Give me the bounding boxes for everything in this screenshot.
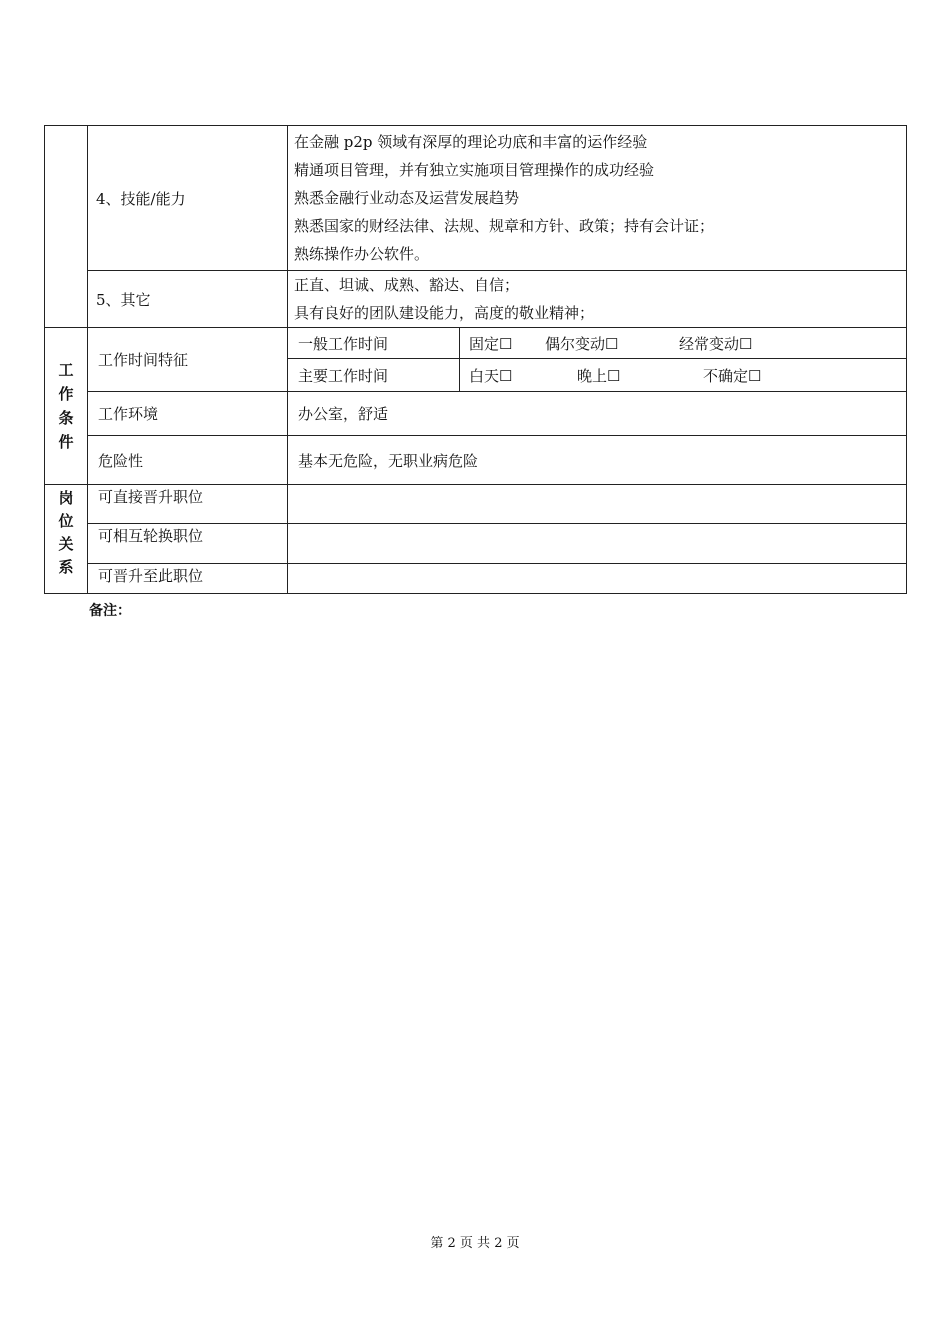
- general-time-options: [460, 328, 907, 359]
- skills-line: 熟练操作办公软件。: [294, 245, 430, 263]
- skills-row: [45, 126, 907, 271]
- skills-line: 熟悉国家的财经法律、法规、规章和方针、政策；持有会计证；: [294, 217, 715, 235]
- position-relations-header: 岗 位 关 系: [45, 485, 88, 594]
- main-time-options: [460, 359, 907, 392]
- skills-line: 熟悉金融行业动态及运营发展趋势: [294, 189, 520, 207]
- promote-direct-label: 可直接晋升职位: [88, 485, 288, 524]
- other-row: [45, 271, 907, 328]
- option-frequent-checkbox[interactable]: 经常变动☐: [679, 334, 753, 353]
- environment-row: [45, 392, 907, 436]
- environment-value: 办公室，舒适: [288, 392, 907, 436]
- note-label: 备注：: [89, 603, 131, 619]
- page-footer: 第 2 页 共 2 页: [430, 1236, 520, 1251]
- other-line: 正直、坦诚、成熟、豁达、自信；: [294, 276, 520, 294]
- rotate-value: [288, 524, 907, 564]
- other-line: 具有良好的团队建设能力，高度的敬业精神；: [294, 304, 595, 322]
- other-content: [288, 271, 907, 328]
- option-daytime-checkbox[interactable]: 白天☐: [469, 366, 513, 385]
- skills-line: 精通项目管理，并有独立实施项目管理操作的成功经验: [294, 161, 655, 179]
- skills-line: 在金融 p2p 领域有深厚的理论功底和丰富的运作经验: [294, 133, 648, 151]
- option-night-checkbox[interactable]: 晚上☐: [577, 366, 621, 385]
- skills-content: [288, 126, 907, 271]
- danger-row: [45, 436, 907, 485]
- option-uncertain-checkbox[interactable]: 不确定☐: [703, 366, 762, 385]
- danger-label: 危险性: [88, 436, 288, 485]
- promote-direct-value: [288, 485, 907, 524]
- option-fixed-checkbox[interactable]: 固定☐: [469, 334, 513, 353]
- other-label: 5、其它: [88, 271, 288, 328]
- rotate-row: [45, 524, 907, 564]
- promote-direct-row: [45, 485, 907, 524]
- promote-to-label: 可晋升至此职位: [88, 564, 288, 594]
- main-time-label: 主要工作时间: [288, 359, 460, 392]
- rotate-label: 可相互轮换职位: [88, 524, 288, 564]
- environment-label: 工作环境: [88, 392, 288, 436]
- promote-to-row: [45, 564, 907, 594]
- qualification-side-cell: [45, 126, 88, 328]
- general-time-label: 一般工作时间: [288, 328, 460, 359]
- option-occasional-checkbox[interactable]: 偶尔变动☐: [545, 334, 619, 353]
- general-time-row: [45, 328, 907, 359]
- work-time-label: 工作时间特征: [88, 328, 288, 392]
- skills-label: 4、技能/能力: [88, 126, 288, 271]
- danger-value: 基本无危险，无职业病危险: [288, 436, 907, 485]
- promote-to-value: [288, 564, 907, 594]
- job-description-table: [44, 125, 907, 594]
- work-conditions-header: 工 作 条 件: [45, 328, 88, 485]
